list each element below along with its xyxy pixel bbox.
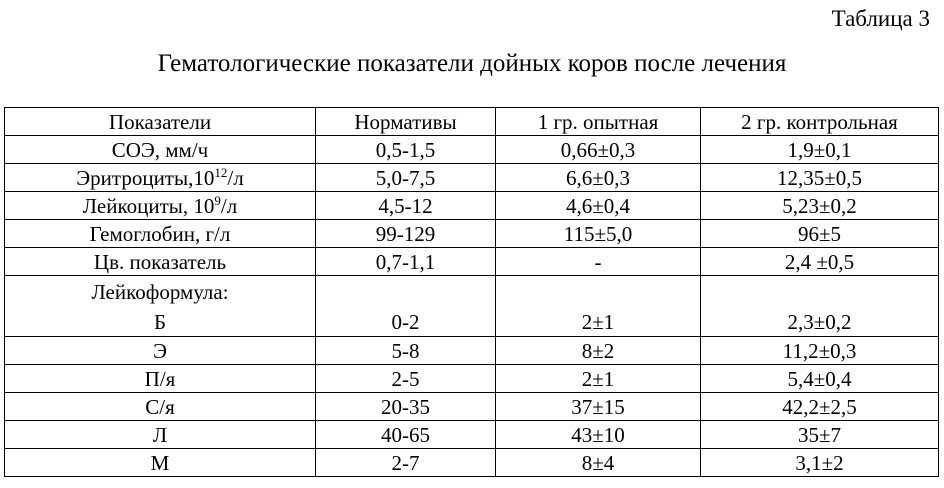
row-label-exponent: 12 — [214, 164, 228, 180]
row-label-text: Цв. показатель — [93, 249, 227, 274]
group-2-cell: 2,3±0,2 — [701, 308, 939, 337]
group-1-cell: 8±4 — [496, 449, 701, 477]
group-1-cell: 6,6±0,3 — [496, 164, 701, 192]
group-1-cell: - — [496, 248, 701, 276]
row-label-text: Эритроциты,10 — [76, 165, 215, 190]
group-2-cell: 2,4 ±0,5 — [701, 248, 939, 276]
row-label: С/я — [5, 393, 316, 421]
norm-cell: 4,5-12 — [316, 192, 496, 220]
row-label: П/я — [5, 365, 316, 393]
hematology-table — [4, 107, 939, 477]
norm-cell: 40-65 — [316, 421, 496, 449]
norm-cell: 0-2 — [316, 308, 496, 337]
norm-cell: 0,7-1,1 — [316, 248, 496, 276]
row-label — [5, 248, 316, 276]
group-1-cell: 2±1 — [496, 308, 701, 337]
table-caption: Таблица 3 — [831, 6, 930, 31]
column-header-group-2-control: 2 гр. контрольная — [701, 108, 939, 136]
group-1-cell: 0,66±0,3 — [496, 136, 701, 164]
norm-cell: 2-7 — [316, 449, 496, 477]
group-2-cell-empty — [701, 276, 939, 309]
row-label — [5, 192, 316, 220]
row-label: Э — [5, 337, 316, 365]
table-row — [5, 248, 939, 276]
group-2-cell: 12,35±0,5 — [701, 164, 939, 192]
group-2-cell: 3,1±2 — [701, 449, 939, 477]
row-label-text: Лейкоциты, 10 — [82, 193, 215, 218]
row-label-text: СОЭ, мм/ч — [111, 137, 209, 162]
group-2-cell: 11,2±0,3 — [701, 337, 939, 365]
norm-cell: 5,0-7,5 — [316, 164, 496, 192]
row-label: Б — [5, 308, 316, 337]
table-row — [5, 192, 939, 220]
table-row — [5, 308, 939, 337]
row-label: М — [5, 449, 316, 477]
norm-cell: 2-5 — [316, 365, 496, 393]
table-row — [5, 337, 939, 365]
column-header-group-1-experimental: 1 гр. опытная — [496, 108, 701, 136]
group-1-cell-empty — [496, 276, 701, 309]
group-1-cell: 2±1 — [496, 365, 701, 393]
table-row — [5, 393, 939, 421]
group-2-cell: 42,2±2,5 — [701, 393, 939, 421]
row-label-exponent: 9 — [214, 192, 221, 208]
table-row — [5, 421, 939, 449]
row-label-unit: /л — [220, 193, 238, 218]
table-row — [5, 449, 939, 477]
group-1-cell: 8±2 — [496, 337, 701, 365]
group-2-cell: 96±5 — [701, 220, 939, 248]
group-1-cell: 115±5,0 — [496, 220, 701, 248]
group-1-cell: 43±10 — [496, 421, 701, 449]
group-1-cell: 37±15 — [496, 393, 701, 421]
norm-cell: 99-129 — [316, 220, 496, 248]
row-label-unit: /л — [227, 165, 244, 190]
group-heading-row — [5, 276, 939, 309]
table-title: Гематологические показатели дойных коров после лечения — [157, 50, 787, 77]
group-2-cell: 1,9±0,1 — [701, 136, 939, 164]
row-label: Л — [5, 421, 316, 449]
group-1-cell: 4,6±0,4 — [496, 192, 701, 220]
column-header-norms: Нормативы — [316, 108, 496, 136]
table-row — [5, 136, 939, 164]
table-row — [5, 220, 939, 248]
norm-cell-empty — [316, 276, 496, 309]
column-header-indicators: Показатели — [5, 108, 316, 136]
norm-cell: 20-35 — [316, 393, 496, 421]
row-label — [5, 136, 316, 164]
table-header-row — [5, 108, 939, 136]
table-row — [5, 164, 939, 192]
row-label — [5, 220, 316, 248]
group-heading-label: Лейкоформула: — [5, 276, 316, 309]
group-2-cell: 35±7 — [701, 421, 939, 449]
row-label — [5, 164, 316, 192]
group-2-cell: 5,23±0,2 — [701, 192, 939, 220]
row-label-text: Гемоглобин, г/л — [89, 221, 231, 246]
norm-cell: 0,5-1,5 — [316, 136, 496, 164]
group-2-cell: 5,4±0,4 — [701, 365, 939, 393]
norm-cell: 5-8 — [316, 337, 496, 365]
table-row — [5, 365, 939, 393]
